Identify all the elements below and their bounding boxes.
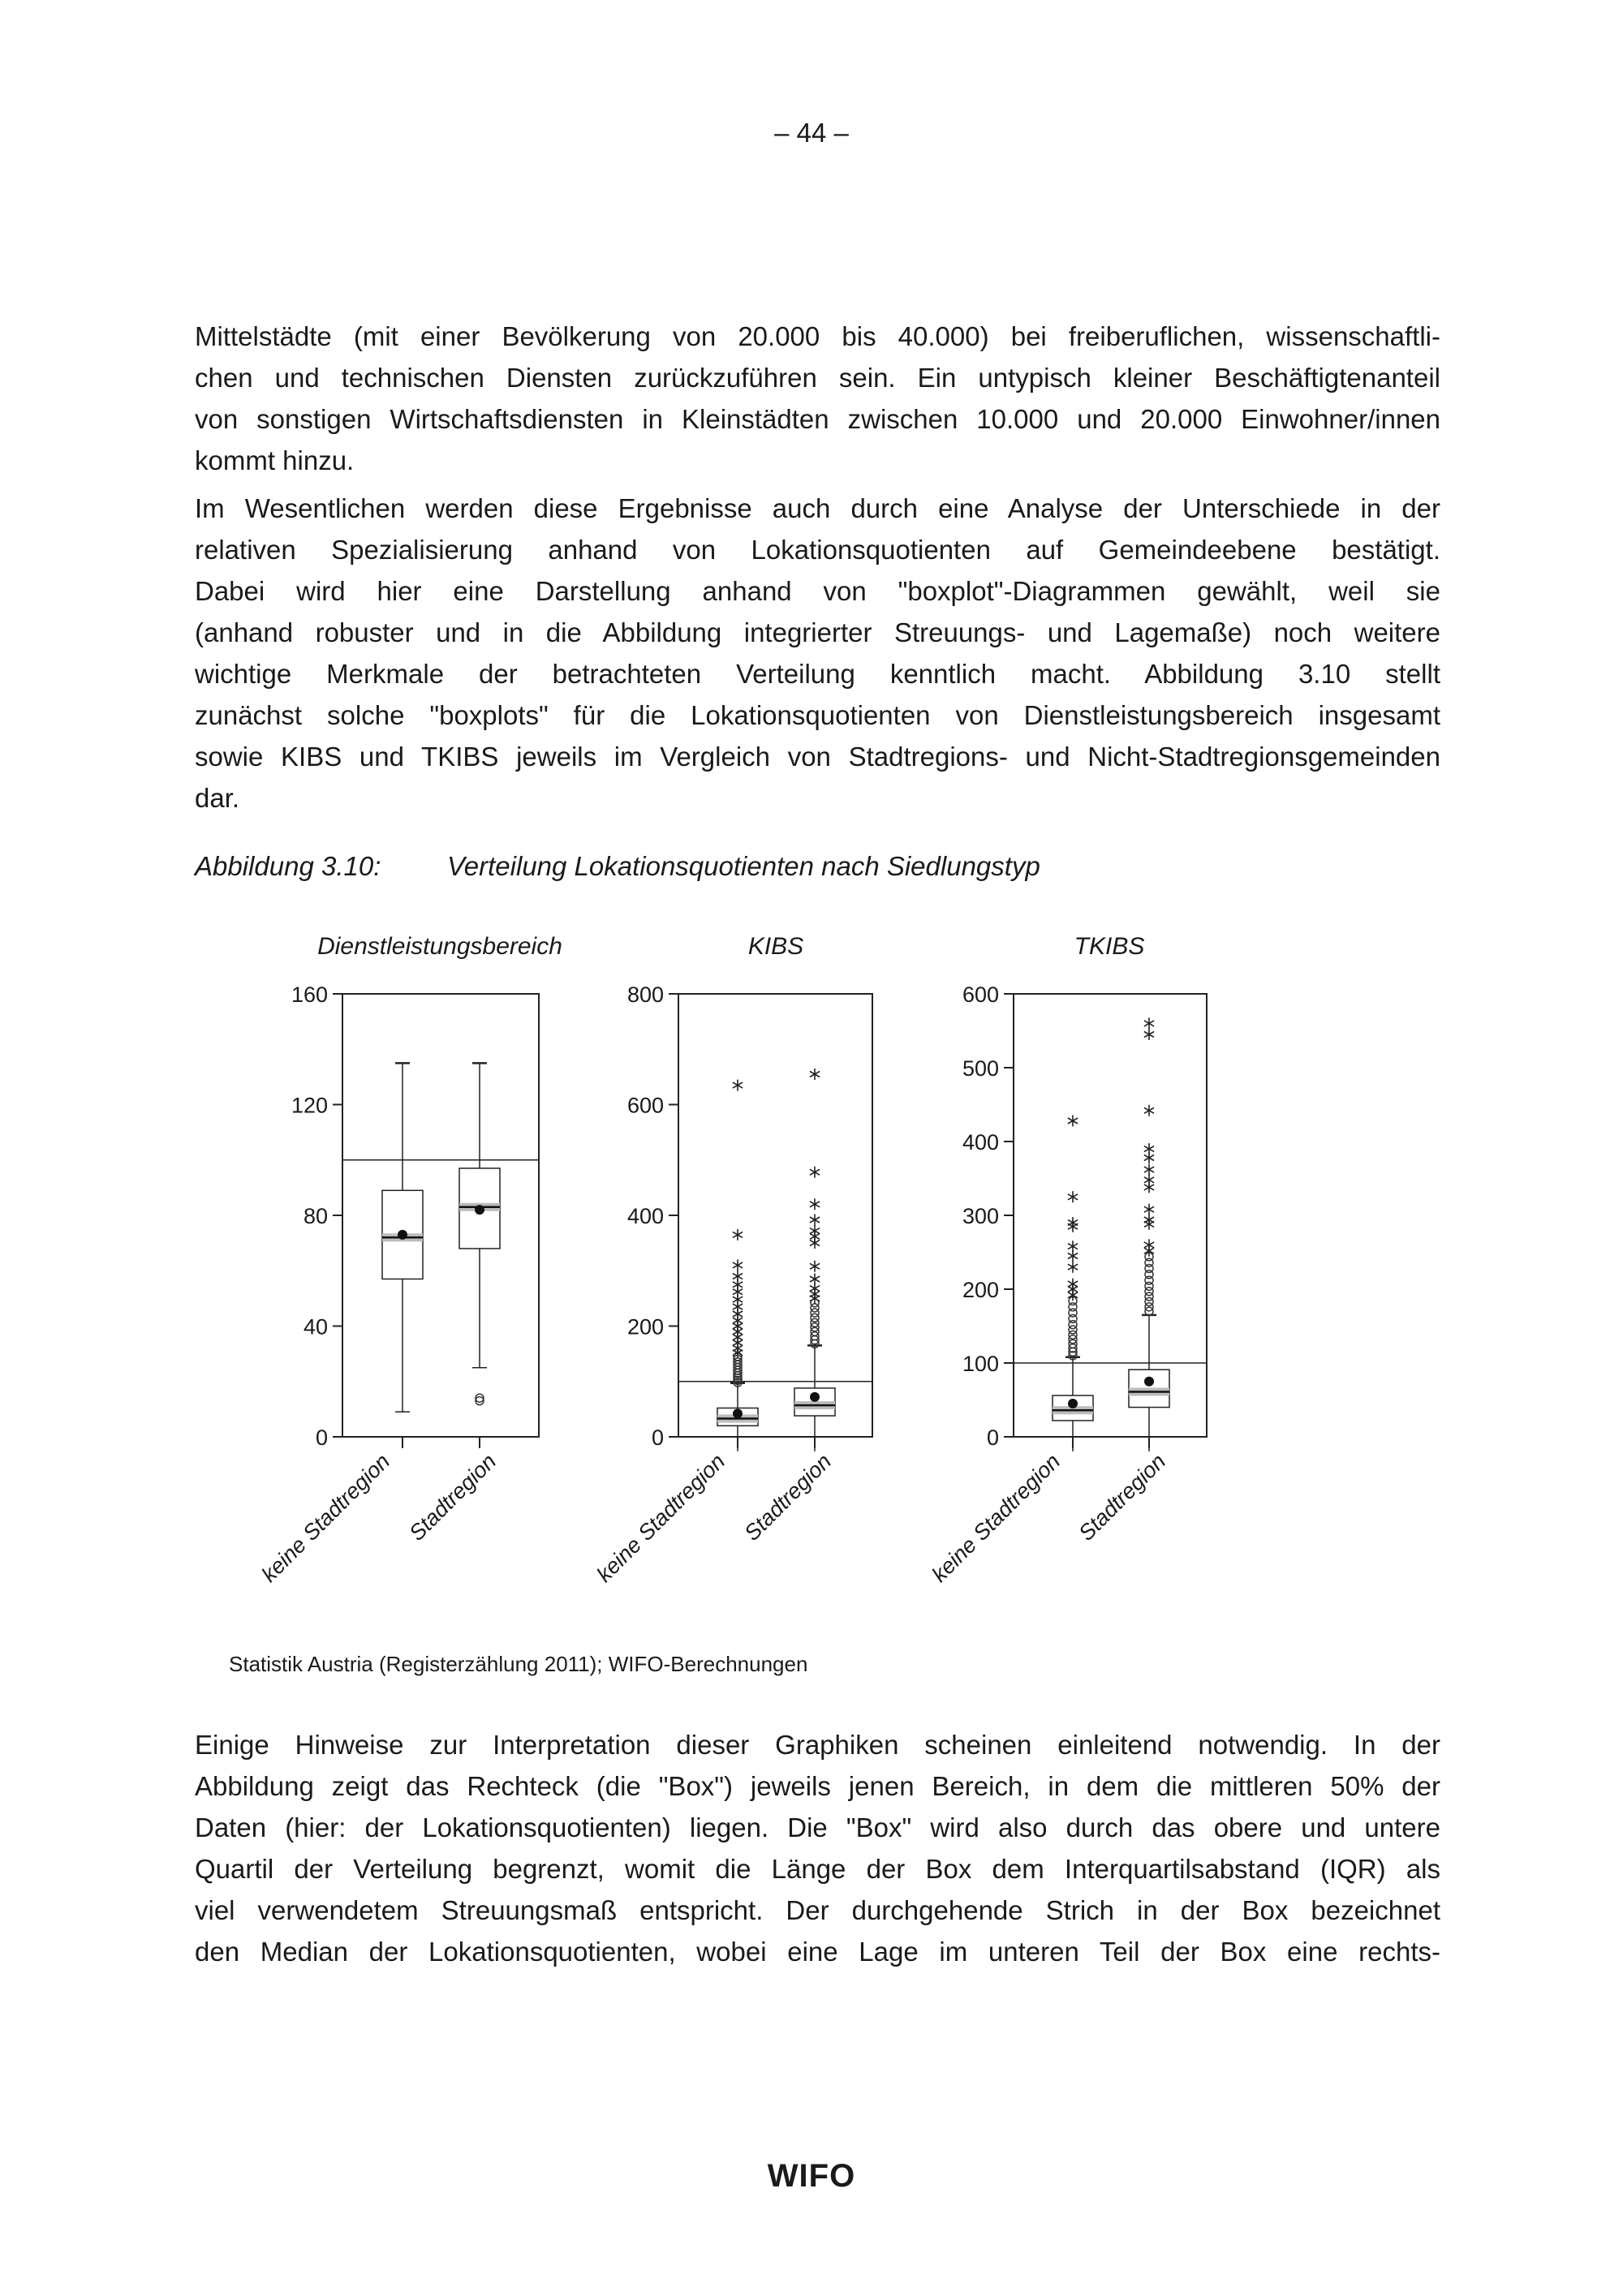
outlier-star (1144, 1204, 1154, 1215)
figure-label: Abbildung 3.10: (195, 851, 381, 881)
text-line: sowie KIBS und TKIBS jeweils im Vergleich von Stadtregions- und Nicht-Stadtregionsgemeinden (195, 742, 1440, 772)
outlier-star (1144, 1143, 1154, 1154)
outlier-star (1144, 1174, 1154, 1185)
y-tick-label: 160 (291, 982, 328, 1007)
plot-frame (1014, 994, 1207, 1437)
text-line: Daten (hier: der Lokationsquotienten) liegen. Die "Box" wird also durch das obere und untere (195, 1812, 1440, 1842)
mean-dot (398, 1230, 407, 1240)
outlier-star (1144, 1215, 1154, 1226)
outlier-star (810, 1068, 820, 1080)
page-number: – 44 – (774, 118, 849, 148)
text-line: Abbildung zeigt das Rechteck (die "Box") jeweils jenen Bereich, in dem die mittleren 50% der (195, 1771, 1440, 1801)
y-tick-label: 600 (626, 1093, 664, 1118)
y-tick-label: 0 (315, 1425, 328, 1450)
mean-dot (475, 1205, 484, 1215)
text-line: Einige Hinweise zur Interpretation dieser Graphiken scheinen einleitend notwendig. In der (195, 1730, 1440, 1760)
y-tick-label: 500 (962, 1056, 999, 1081)
text-line: (anhand robuster und in die Abbildung integrierter Streuungs- und Lagemaße) noch weitere (195, 617, 1440, 647)
box-keine-stadtregion (592, 1080, 758, 1587)
box-stadtregion (1074, 1017, 1170, 1546)
boxplot-panel (256, 982, 539, 1587)
panel-title-dienstleistungsbereich: Dienstleistungsbereich (317, 933, 562, 960)
y-tick-label: 0 (651, 1425, 664, 1450)
text-line: Mittelstädte (mit einer Bevölkerung von 20.000 bis 40.000) bei freiberuflichen, wissenschaftli- (195, 321, 1440, 351)
y-tick-label: 200 (626, 1314, 664, 1339)
text-line: kommt hinzu. (195, 445, 355, 475)
text-line: den Median der Lokationsquotienten, wobei eine Lage im unteren Teil der Box eine rechts- (195, 1937, 1440, 1967)
outlier-star (1068, 1262, 1078, 1273)
box-keine-stadtregion (256, 1063, 423, 1587)
outlier-star (810, 1274, 820, 1285)
box-stadtregion (739, 1068, 836, 1546)
outlier-star (1144, 1029, 1154, 1040)
wifo-logo: WIFO (767, 2158, 856, 2194)
category-label: keine Stadtregion (927, 1449, 1065, 1587)
text-line: chen und technischen Diensten zurückzuführen sein. Ein untypisch kleiner Beschäftigtenanteil (195, 363, 1440, 393)
outlier-star (1144, 1017, 1154, 1029)
text-line: wichtige Merkmale der betrachteten Verteilung kenntlich macht. Abbildung 3.10 stellt (195, 659, 1440, 689)
category-label: Stadtregion (1074, 1449, 1171, 1546)
outlier-star (733, 1229, 743, 1240)
y-tick-label: 400 (626, 1204, 664, 1228)
outlier-star (810, 1261, 820, 1272)
boxplot-panel (592, 982, 872, 1587)
outlier-star (1068, 1116, 1078, 1127)
figure-title: Verteilung Lokationsquotienten nach Siedlungstyp (447, 851, 1040, 881)
outlier-star (810, 1198, 820, 1210)
y-tick-label: 120 (291, 1093, 328, 1118)
boxplot-panel (927, 982, 1207, 1587)
plot-frame (678, 994, 872, 1437)
y-tick-label: 100 (962, 1352, 999, 1376)
figure-source: Statistik Austria (Registerzählung 2011); WIFO-Berechnungen (229, 1652, 808, 1676)
y-tick-label: 40 (303, 1314, 328, 1339)
category-label: Stadtregion (404, 1449, 502, 1546)
mean-dot (1068, 1399, 1078, 1408)
text-line: dar. (195, 783, 240, 813)
text-line: Quartil der Verteilung begrenzt, womit die Länge der Box dem Interquartilsabstand (IQR) als (195, 1854, 1440, 1884)
outlier-star (1068, 1279, 1078, 1290)
y-tick-label: 800 (626, 982, 664, 1007)
y-tick-label: 600 (962, 982, 999, 1007)
mean-dot (733, 1408, 743, 1418)
outlier-star (1068, 1191, 1078, 1202)
y-tick-label: 300 (962, 1204, 999, 1228)
outlier-star (733, 1259, 743, 1271)
y-tick-label: 200 (962, 1278, 999, 1302)
box-keine-stadtregion (927, 1116, 1093, 1587)
mean-dot (810, 1392, 820, 1402)
mean-dot (1144, 1377, 1154, 1387)
outlier-star (810, 1167, 820, 1178)
outlier-star (1144, 1105, 1154, 1116)
outlier-star (733, 1271, 743, 1282)
text-line: Im Wesentlichen werden diese Ergebnisse auch durch eine Analyse der Unterschiede in der (195, 493, 1440, 523)
category-label: keine Stadtregion (592, 1449, 730, 1587)
outlier-star (810, 1215, 820, 1226)
y-tick-label: 0 (986, 1425, 999, 1450)
text-line: zunächst solche "boxplots" für die Lokationsquotienten von Dienstleistungsbereich insgesamt (195, 700, 1440, 730)
text-line: Dabei wird hier eine Darstellung anhand von "boxplot"-Diagrammen gewählt, weil sie (195, 576, 1440, 606)
panel-title-kibs: KIBS (747, 933, 804, 960)
category-label: keine Stadtregion (256, 1449, 395, 1587)
outlier-star (1068, 1240, 1078, 1252)
category-label: Stadtregion (739, 1449, 837, 1546)
panel-title-tkibs: TKIBS (1074, 933, 1145, 960)
outlier-star (733, 1080, 743, 1091)
plot-frame (342, 994, 539, 1437)
y-tick-label: 80 (303, 1204, 328, 1228)
outlier-star (1068, 1217, 1078, 1228)
box-stadtregion (404, 1063, 501, 1546)
y-tick-label: 400 (962, 1130, 999, 1154)
outlier-star (1144, 1164, 1154, 1176)
text-line: relativen Spezialisierung anhand von Lokationsquotienten auf Gemeindeebene bestätigt. (195, 535, 1440, 565)
text-line: viel verwendetem Streuungsmaß entspricht. Der durchgehende Strich in der Box bezeichnet (195, 1895, 1440, 1925)
text-line: von sonstigen Wirtschaftsdiensten in Kleinstädten zwischen 10.000 und 20.000 Einwohner/innen (195, 404, 1440, 434)
